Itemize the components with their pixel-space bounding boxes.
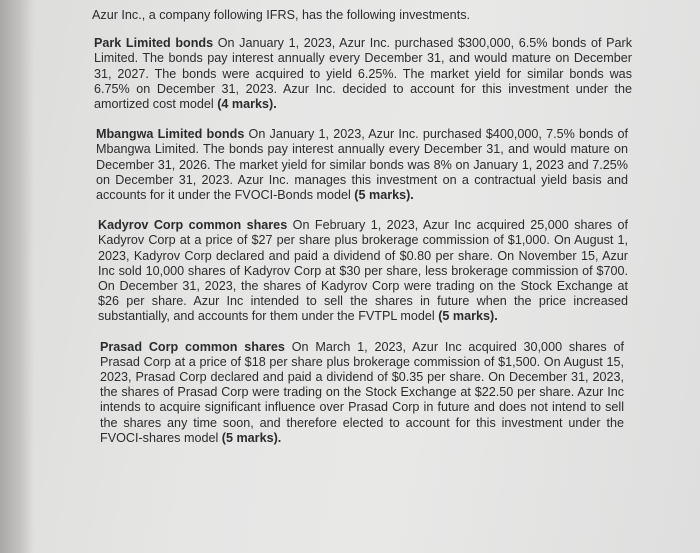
investment-kadyrov-shares — [98, 218, 628, 324]
marks-label: (4 marks). — [217, 97, 277, 112]
paragraph-heading: Mbangwa Limited bonds — [96, 127, 245, 142]
intro-text: Azur Inc., a company following IFRS, has the following investments. — [92, 8, 470, 22]
question-text — [92, 8, 632, 461]
paragraph-heading: Park Limited bonds — [94, 36, 214, 51]
investment-prasad-shares — [100, 340, 624, 446]
paragraph-body: On January 1, 2023, Azur Inc. purchased $300,000, 6.5% bonds of Park Limited. The bonds pay interest annually every December 31, and would mature on December 31, 2027. The bonds were acquired to yield 6.25%. The market yield for similar bonds was 6.75% on December 31, 2023. Azur Inc. decided to account for this investment under the amortized cost model — [94, 36, 632, 112]
marks-label: (5 marks). — [221, 430, 282, 445]
investment-park-bonds — [94, 36, 632, 112]
paragraph-body: On January 1, 2023, Azur Inc. purchased $400,000, 7.5% bonds of Mbangwa Limited. The bonds pay interest annually every December 31, and would mature on December 31, 2026. The market yield for similar bonds was 8% on January 1, 2023 and 7.25% on December 31, 2023. Azur Inc. manages this investment on a contractual yield basis and accounts for it under the FVOCI-Bonds model — [96, 127, 628, 203]
marks-label: (5 marks). — [354, 188, 414, 203]
marks-label: (5 marks). — [438, 309, 498, 324]
paragraph-body: On February 1, 2023, Azur Inc acquired 25,000 shares of Kadyrov Corp at a price of $27 per share plus brokerage commission of $1,000. On August 1, 2023, Kadyrov Corp declared and paid a dividend of $0.80 per share. On November 15, Azur Inc sold 10,000 shares of Kadyrov Corp at $30 per share, less brokerage commission of $700. On December 31, 2023, the shares of Kadyrov Corp were trading on the Stock Exchange at $26 per share. Azur Inc intended to sell the shares in future when the price increased substantially, and accounts for them under the FVTPL model — [98, 218, 628, 324]
investment-mbangwa-bonds — [96, 127, 628, 203]
paragraph-heading: Kadyrov Corp common shares — [98, 218, 288, 233]
paragraph-body: On March 1, 2023, Azur Inc acquired 30,000 shares of Prasad Corp at a price of $18 per share plus brokerage commission of $1,500. On August 15, 2023, Prasad Corp declared and paid a dividend of $0.35 per share. On December 31, 2023, the shares of Prasad Corp were trading on the Stock Exchange at $22.50 per share. Azur Inc intends to acquire significant influence over Prasad Corp in future and does not intend to sell the shares any time soon, and therefore elected to account for this investment under the FVOCI-shares model — [100, 339, 625, 445]
paragraph-heading: Prasad Corp common shares — [100, 339, 285, 354]
page-edge-shadow — [0, 0, 34, 553]
